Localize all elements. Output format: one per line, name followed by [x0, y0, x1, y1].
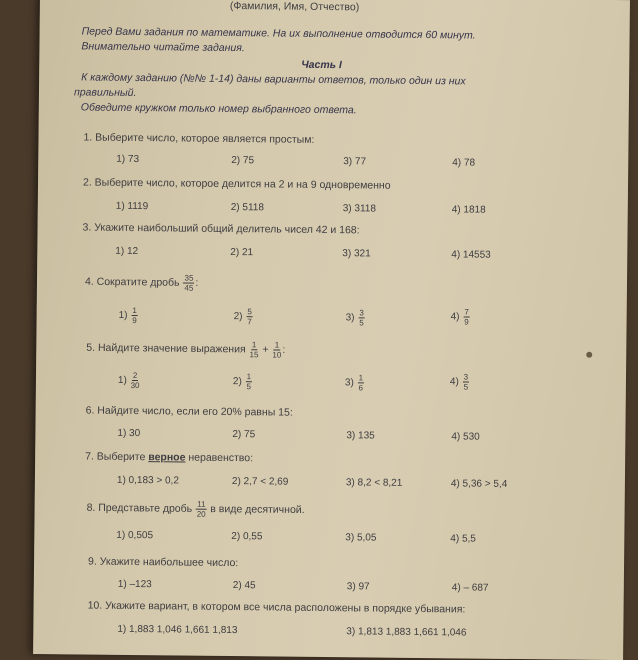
q1-option-2[interactable]: 2) 75 — [231, 155, 255, 167]
q8-option-1[interactable]: 1) 0,505 — [116, 529, 154, 542]
question-3: 3. Укажите наибольший общий делитель чисел 42 и 168: — [82, 221, 360, 237]
intro-line-1: Перед Вами задания по математике. На их выполнение отводится 60 минут. — [81, 25, 476, 42]
question-4: 4. Сократите дробь $\frac{35}{45}$ : — [84, 273, 199, 293]
q9-option-2[interactable]: 2) 45 — [232, 580, 256, 592]
q5-fraction-1: $\frac{1}{15}$ — [249, 340, 259, 360]
exam-sheet — [33, 0, 630, 660]
q1-option-4[interactable]: 4) 78 — [452, 157, 476, 169]
q10-option-1[interactable]: 1) 1,883 1,046 1,661 1,813 — [117, 623, 238, 637]
q5-fraction-2: $\frac{1}{10}$ — [272, 340, 282, 360]
q10-option-3[interactable]: 3) 1,813 1,883 1,661 1,046 — [346, 626, 467, 639]
q7-option-3[interactable]: 3) 8,2 < 8,21 — [345, 477, 403, 489]
instruction-line-3: Обведите кружком только номер выбранного ответа. — [80, 101, 357, 117]
question-10: 10. Укажите вариант, в котором все числа расположены в порядке убывания: — [87, 599, 466, 616]
q6-option-4[interactable]: 4) 530 — [451, 431, 480, 443]
q6-option-3[interactable]: 3) 135 — [346, 430, 375, 442]
q3-option-1[interactable]: 1) 12 — [115, 245, 139, 258]
q4-option-3[interactable]: 3) $\frac{3}{5}$ — [345, 308, 364, 328]
q8-option-3[interactable]: 3) 5,05 — [345, 532, 377, 544]
instruction-line-1: К каждому заданию (№№ 1-14) даны варианты ответов, только один из них — [81, 71, 466, 88]
question-5: 5. Найдите значение выражения $\frac{1}{15}$ + $\frac{1}{10}$ : — [86, 340, 286, 360]
q5-option-4[interactable]: 4) $\frac{3}{5}$ — [449, 372, 469, 392]
q6-option-2[interactable]: 2) 75 — [232, 429, 256, 441]
q2-option-3[interactable]: 3) 3118 — [342, 203, 377, 215]
instruction-line-2: правильный. — [73, 86, 137, 100]
q8-fraction: $\frac{11}{20}$ — [196, 499, 206, 519]
intro-line-2: Внимательно читайте задания. — [81, 40, 245, 55]
question-1: 1. Выберите число, которое является простым: — [83, 131, 315, 146]
q7-option-4[interactable]: 4) 5,36 > 5,4 — [450, 478, 508, 490]
q4-option-2[interactable]: 2) $\frac{5}{7}$ — [233, 307, 252, 327]
q3-option-4[interactable]: 4) 14553 — [451, 249, 491, 261]
q5-option-1[interactable]: 1) $\frac{2}{30}$ — [117, 370, 140, 391]
q4-option-4[interactable]: 4) $\frac{7}{9}$ — [450, 307, 469, 327]
q1-option-1[interactable]: 1) 73 — [116, 153, 140, 166]
q3-option-3[interactable]: 3) 321 — [342, 248, 371, 260]
paper-hole — [586, 352, 592, 358]
q8-option-4[interactable]: 4) 5,5 — [450, 533, 476, 545]
q7-option-2[interactable]: 2) 2,7 < 2,69 — [231, 476, 289, 488]
q2-option-2[interactable]: 2) 5118 — [230, 202, 265, 214]
q5-option-2[interactable]: 2) $\frac{1}{5}$ — [232, 372, 252, 392]
question-6: 6. Найдите число, если его 20% равны 15: — [85, 404, 293, 419]
question-9: 9. Укажите наибольшее число: — [87, 555, 239, 570]
question-7: 7. Выберите верное неравенство: — [85, 450, 254, 465]
fio-label: (Фамилия, Имя, Отчество) — [229, 0, 360, 14]
q2-option-4[interactable]: 4) 1818 — [451, 204, 486, 216]
part-title: Часть I — [301, 58, 342, 72]
q8-option-2[interactable]: 2) 0,55 — [231, 531, 263, 543]
q4-option-1[interactable]: 1) $\frac{1}{9}$ — [118, 305, 137, 326]
q7-option-1[interactable]: 1) 0,183 > 0,2 — [116, 474, 179, 487]
q6-option-1[interactable]: 1) 30 — [117, 427, 141, 440]
q9-option-3[interactable]: 3) 97 — [346, 581, 370, 593]
q2-option-1[interactable]: 1) 1119 — [115, 200, 149, 213]
question-8: 8. Представьте дробь $\frac{11}{20}$ в виде десятичной. — [86, 499, 305, 519]
q1-option-3[interactable]: 3) 77 — [343, 156, 367, 168]
q3-option-2[interactable]: 2) 21 — [230, 247, 254, 259]
q4-fraction: $\frac{35}{45}$ — [184, 273, 194, 293]
q5-option-3[interactable]: 3) $\frac{1}{6}$ — [344, 373, 364, 393]
q9-option-1[interactable]: 1) –123 — [117, 578, 152, 591]
question-2: 2. Выберите число, которое делится на 2 и на 9 одновременно — [82, 176, 391, 192]
q9-option-4[interactable]: 4) – 687 — [451, 582, 489, 594]
